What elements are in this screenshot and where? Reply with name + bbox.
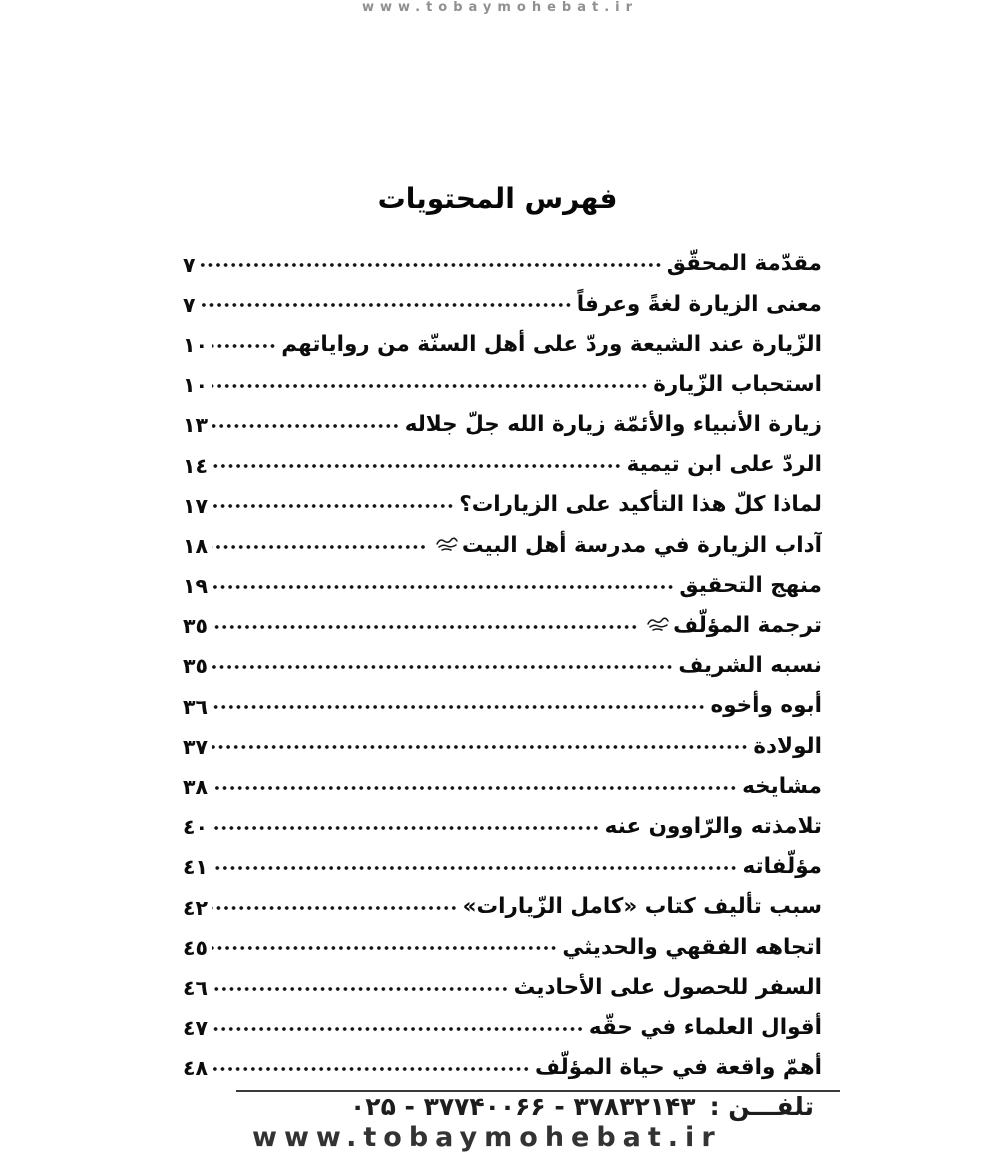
dotted-leader bbox=[212, 782, 737, 794]
toc-entry-title: الولادة bbox=[753, 733, 822, 759]
phone-label: تلفـــن : bbox=[709, 1092, 814, 1121]
page-title: فهرس المحتويات bbox=[377, 182, 618, 215]
toc-entry bbox=[183, 841, 822, 881]
toc-entry-title: مشايخه bbox=[742, 773, 822, 799]
dotted-leader bbox=[212, 661, 673, 673]
dotted-leader bbox=[212, 340, 276, 352]
toc-entry-page-number: ٣٦ bbox=[183, 694, 209, 719]
top-website-watermark: www.tobaymohebat.ir bbox=[361, 0, 639, 15]
toc-entry-page-number: ٤٦ bbox=[183, 975, 209, 1000]
toc-entry bbox=[183, 560, 822, 600]
toc-entry bbox=[183, 680, 822, 720]
toc-entry-title: لماذا كلّ هذا التأكيد على الزيارات؟ bbox=[459, 492, 822, 518]
toc-entry-page-number: ٣٥ bbox=[183, 614, 209, 639]
toc-entry-title: مؤلّفاته bbox=[742, 854, 822, 880]
dotted-leader bbox=[212, 701, 705, 713]
alayhim-as-salam-symbol bbox=[432, 536, 462, 560]
toc-entry-title: معنى الزيارة لغةً وعرفاً bbox=[576, 291, 822, 317]
toc-entry bbox=[183, 760, 822, 800]
toc-entry-page-number: ١٣ bbox=[183, 413, 209, 438]
dotted-leader bbox=[212, 1023, 584, 1035]
toc-entry bbox=[183, 238, 822, 278]
toc-entry-title: استحباب الزّيارة bbox=[653, 371, 822, 397]
toc-entry bbox=[183, 519, 822, 559]
toc-entry-page-number: ٤٧ bbox=[183, 1016, 209, 1041]
dotted-leader bbox=[212, 380, 648, 392]
toc-entry-title: الزّيارة عند الشيعة وردّ على أهل السنّة من رواياتهم bbox=[281, 331, 822, 357]
toc-entry-page-number: ١٩ bbox=[183, 574, 209, 599]
toc-entry bbox=[183, 399, 822, 439]
toc-entry-title: أقوال العلماء في حقّه bbox=[588, 1014, 822, 1040]
toc-entry-page-number: ٤٨ bbox=[183, 1056, 209, 1081]
toc-entry bbox=[183, 479, 822, 519]
dotted-leader bbox=[212, 621, 638, 633]
toc-entry bbox=[183, 278, 822, 318]
toc-entry-title: اتجاهه الفقهي والحديثي bbox=[562, 934, 822, 960]
toc-entry bbox=[183, 439, 822, 479]
toc-entry bbox=[183, 359, 822, 399]
dotted-leader bbox=[212, 983, 509, 995]
toc-entry-title: أبوه وأخوه bbox=[710, 693, 822, 719]
toc-entry bbox=[183, 318, 822, 358]
toc-entry-page-number: ١٨ bbox=[183, 533, 209, 558]
toc-entry-title: الردّ على ابن تيمية bbox=[626, 452, 822, 478]
phone-numbers: ۳۷۸۳۲۱۴۳ - ۳۷۷۴۰۰۶۶ - ۰۲۵ bbox=[350, 1092, 696, 1121]
toc-entry bbox=[183, 881, 822, 921]
toc-entry-page-number: ٧ bbox=[183, 292, 196, 317]
toc-entry-title: السفر للحصول على الأحاديث bbox=[513, 974, 822, 1000]
toc-entry bbox=[183, 1042, 822, 1082]
toc-entry bbox=[183, 921, 822, 961]
toc-entry-page-number: ٣٨ bbox=[183, 775, 209, 799]
toc-entry bbox=[183, 720, 822, 760]
toc-entry-title: ترجمة المؤلّف bbox=[673, 613, 822, 638]
toc-entry-title: نسبه الشريف bbox=[678, 653, 822, 679]
dotted-leader bbox=[200, 299, 572, 311]
phone-line bbox=[350, 1092, 814, 1121]
toc-entry-page-number: ٤٠ bbox=[183, 815, 209, 840]
toc-entry-page-number: ١٤ bbox=[183, 453, 209, 478]
toc-entry-page-number: ٤٥ bbox=[183, 935, 209, 960]
toc-entry bbox=[183, 640, 822, 680]
toc-entry-page-number: ١٠ bbox=[183, 373, 209, 398]
dotted-leader bbox=[212, 1063, 530, 1075]
toc-entry-title: آداب الزيارة في مدرسة أهل البيت bbox=[461, 532, 822, 558]
bottom-website-watermark: www.tobaymohebat.ir bbox=[252, 1122, 722, 1153]
dotted-leader bbox=[212, 460, 622, 472]
dotted-leader bbox=[212, 420, 400, 432]
toc-entry-title: تلامذته والرّاوون عنه bbox=[604, 813, 822, 839]
toc-entry-page-number: ٤١ bbox=[183, 855, 209, 880]
toc-entry bbox=[183, 600, 822, 640]
toc-entry-page-number: ٤٢ bbox=[183, 895, 209, 920]
rahimahullah-symbol bbox=[643, 616, 673, 640]
dotted-leader bbox=[212, 741, 748, 753]
toc-entry-title: سبب تأليف كتاب «كامل الزّيارات» bbox=[462, 894, 822, 920]
dotted-leader bbox=[212, 862, 737, 874]
dotted-leader bbox=[212, 902, 458, 914]
dotted-leader bbox=[212, 822, 600, 834]
toc-entry-title: زيارة الأنبياء والأئمّة زيارة الله جلّ جلاله bbox=[404, 412, 822, 438]
toc-entry-page-number: ٧ bbox=[183, 252, 196, 277]
toc-entry-title: منهج التحقيق bbox=[679, 572, 822, 598]
dotted-leader bbox=[212, 541, 427, 553]
table-of-contents bbox=[183, 238, 822, 1082]
toc-entry-page-number: ٣٥ bbox=[183, 654, 209, 679]
toc-entry-page-number: ٣٧ bbox=[183, 734, 209, 759]
toc-entry-page-number: ١٧ bbox=[183, 493, 209, 518]
dotted-leader bbox=[212, 942, 557, 954]
dotted-leader bbox=[212, 581, 674, 593]
toc-entry-title: أهمّ واقعة في حياة المؤلّف bbox=[535, 1055, 822, 1081]
toc-entry bbox=[183, 961, 822, 1001]
toc-entry bbox=[183, 1002, 822, 1042]
dotted-leader bbox=[200, 259, 662, 271]
toc-entry-title: مقدّمة المحقّق bbox=[666, 251, 822, 277]
toc-entry-page-number: ١٠ bbox=[183, 332, 209, 357]
dotted-leader bbox=[212, 500, 454, 512]
toc-entry bbox=[183, 801, 822, 841]
